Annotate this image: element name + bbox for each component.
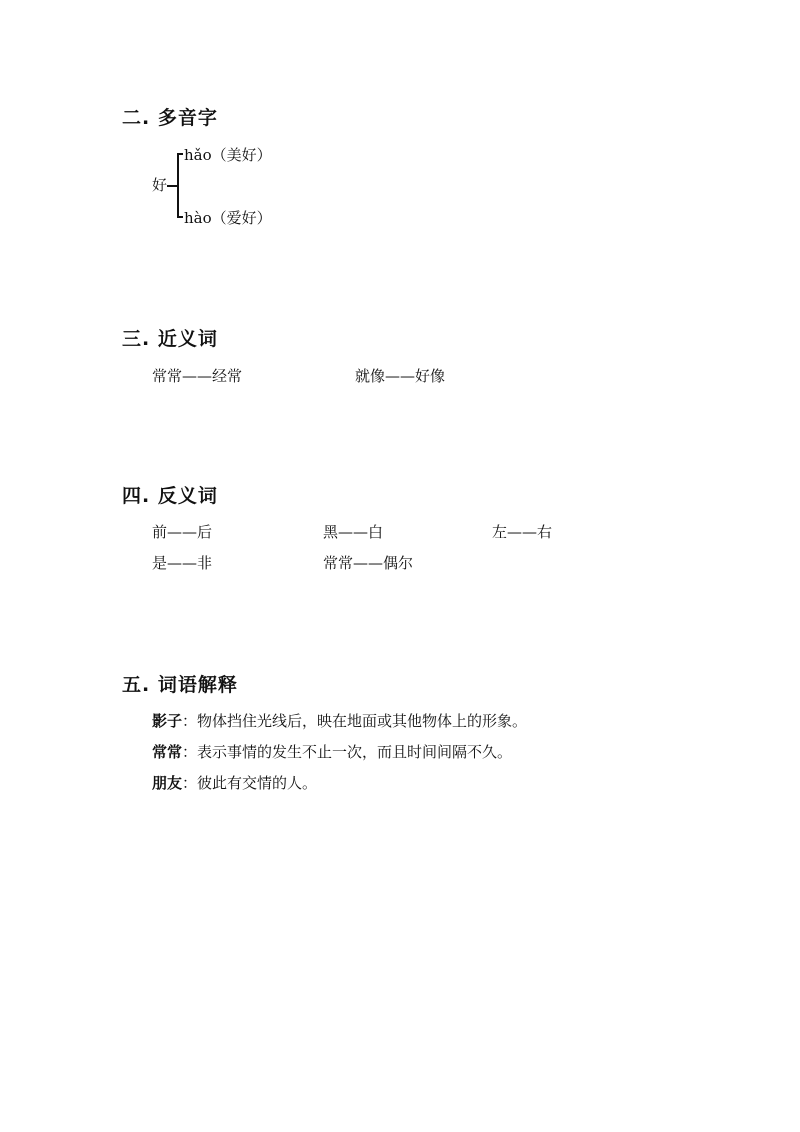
bracket-bottom-tick [177,216,183,218]
section-heading-polyphonic: 二. 多音字 [122,107,218,129]
reading-2 [184,208,272,228]
definition-sep: ： [182,743,198,761]
definition-term: 朋友 [152,774,183,792]
synonym-pair: 常常——经常 [152,367,243,385]
definition-text: 彼此有交情的人。 [197,774,318,792]
synonym-pair: 就像——好像 [355,367,446,385]
section-heading-synonyms: 三. 近义词 [122,328,218,350]
definition-item [152,711,527,731]
reading-1-example: （美好） [211,146,272,164]
definition-sep: ： [182,712,198,730]
definition-text: 表示事情的发生不止一次，而且时间间隔不久。 [197,743,513,761]
bracket-spine [177,153,179,217]
reading-1 [184,145,272,165]
definition-term: 影子 [152,712,183,730]
antonym-pair: 黑——白 [323,523,384,541]
definition-term: 常常 [152,743,183,761]
definition-text: 物体挡住光线后，映在地面或其他物体上的形象。 [197,712,528,730]
reading-2-pinyin: hào [184,209,212,227]
polyphonic-char: 好 [152,176,168,194]
definition-sep: ： [182,774,198,792]
reading-1-pinyin: hǎo [184,146,212,164]
reading-2-example: （爱好） [211,209,272,227]
antonym-pair: 左——右 [492,523,553,541]
antonym-pair: 是——非 [152,554,213,572]
section-heading-antonyms: 四. 反义词 [122,485,218,507]
bracket-top-tick [177,153,183,155]
section-heading-definitions: 五. 词语解释 [122,674,238,696]
definition-item [152,773,317,793]
definition-item [152,742,512,762]
antonym-pair: 前——后 [152,523,213,541]
antonym-pair: 常常——偶尔 [323,554,414,572]
